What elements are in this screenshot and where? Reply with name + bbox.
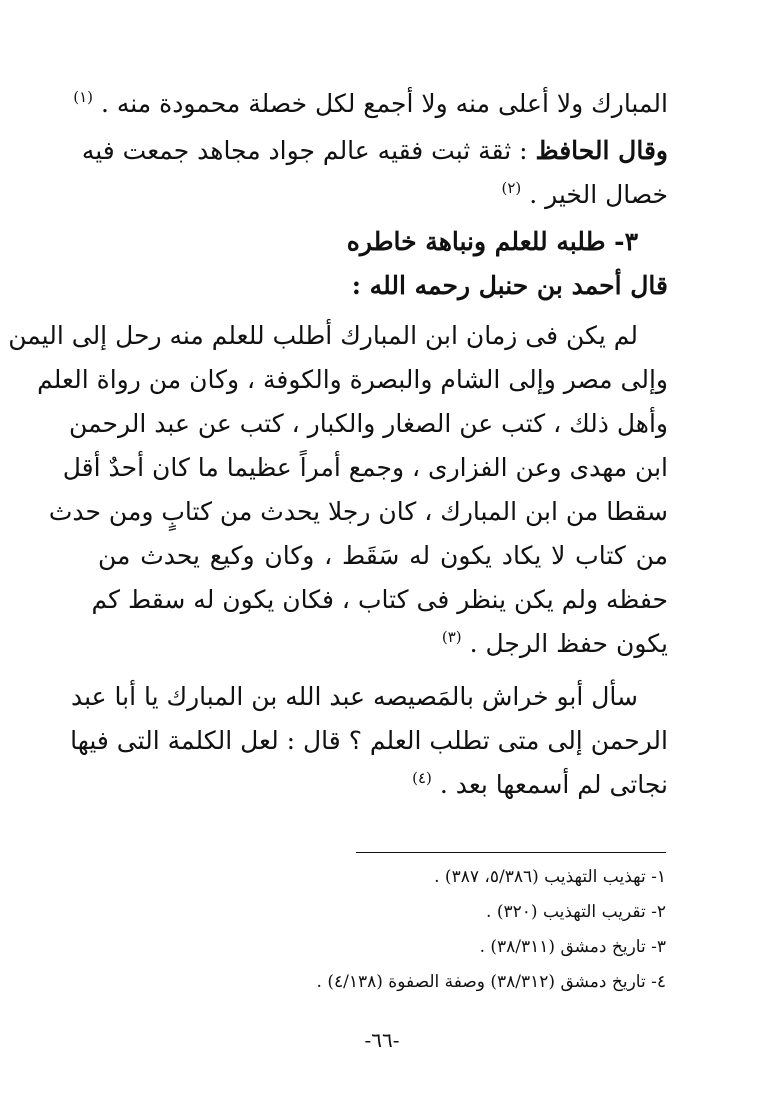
bold-lead-text: وقال الحافظ [535,136,668,165]
text-line: لم يكن فى زمان ابن المبارك أطلب للعلم منه رحل إلى اليمن [8,321,638,350]
text-line: سأل أبو خراش بالمَصيصه عبد الله بن المبارك يا أبا عبد [70,682,638,711]
text-line: وإلى مصر وإلى الشام والبصرة والكوفة ، وكان من رواة العلم [37,365,668,394]
text-line [81,129,668,173]
text-line [73,82,668,129]
footnote-ref: (٢) [501,179,522,197]
text-line: سقطا من ابن المبارك ، كان رجلا يحدث من كتابٍ ومن حدث [48,497,668,526]
text-line [98,763,668,810]
line-text: نجاتى لم أسمعها بعد . [439,770,668,799]
text-line [98,173,668,220]
subheading: قال أحمد بن حنبل رحمه الله : [351,271,668,300]
line-text: يكون حفظ الرجل . [469,629,668,658]
page-number: -٦٦- [364,1028,400,1052]
text-line: وأهل ذلك ، كتب عن الصغار والكبار ، كتب عن عبد الرحمن [69,409,668,438]
footnote: ٣- تاريخ دمشق (٣٨/٣١١) . [479,937,666,957]
line-text: : ثقة ثبت فقيه عالم جواد مجاهد جمعت فيه [81,136,536,165]
footnotes [106,860,666,1000]
line-text: المبارك ولا أعلى منه ولا أجمع لكل خصلة محمودة منه . [100,89,668,118]
main-text [8,82,669,810]
footnote: ٢- تقريب التهذيب (٣٢٠) . [486,902,666,922]
footnote: ١- تهذيب التهذيب (٥/٣٨٦، ٣٨٧) . [434,867,666,887]
footnote-divider [356,852,666,853]
footnote: ٤- تاريخ دمشق (٣٨/٣١٢) وصفة الصفوة (٤/١٣٨) . [316,972,666,992]
line-text: خصال الخير . [529,180,668,209]
footnote-ref: (٣) [441,628,462,646]
section-heading: ٣- طلبه للعلم ونباهة خاطره [346,227,638,256]
text-line: من كتاب لا يكاد يكون له سَقَط ، وكان وكيع يحدث من [98,541,669,570]
footnote-ref: (١) [73,88,93,106]
text-line [98,622,668,669]
text-line: حفظه ولم يكن ينظر فى كتاب ، فكان يكون له سقط كم [91,585,668,614]
footnote-ref: (٤) [412,769,432,787]
text-line: الرحمن إلى متى تطلب العلم ؟ قال : لعل الكلمة التى فيها [70,726,668,755]
text-line: ابن مهدى وعن الفزارى ، وجمع أمراً عظيما ما كان أحدٌ أقل [62,453,668,482]
